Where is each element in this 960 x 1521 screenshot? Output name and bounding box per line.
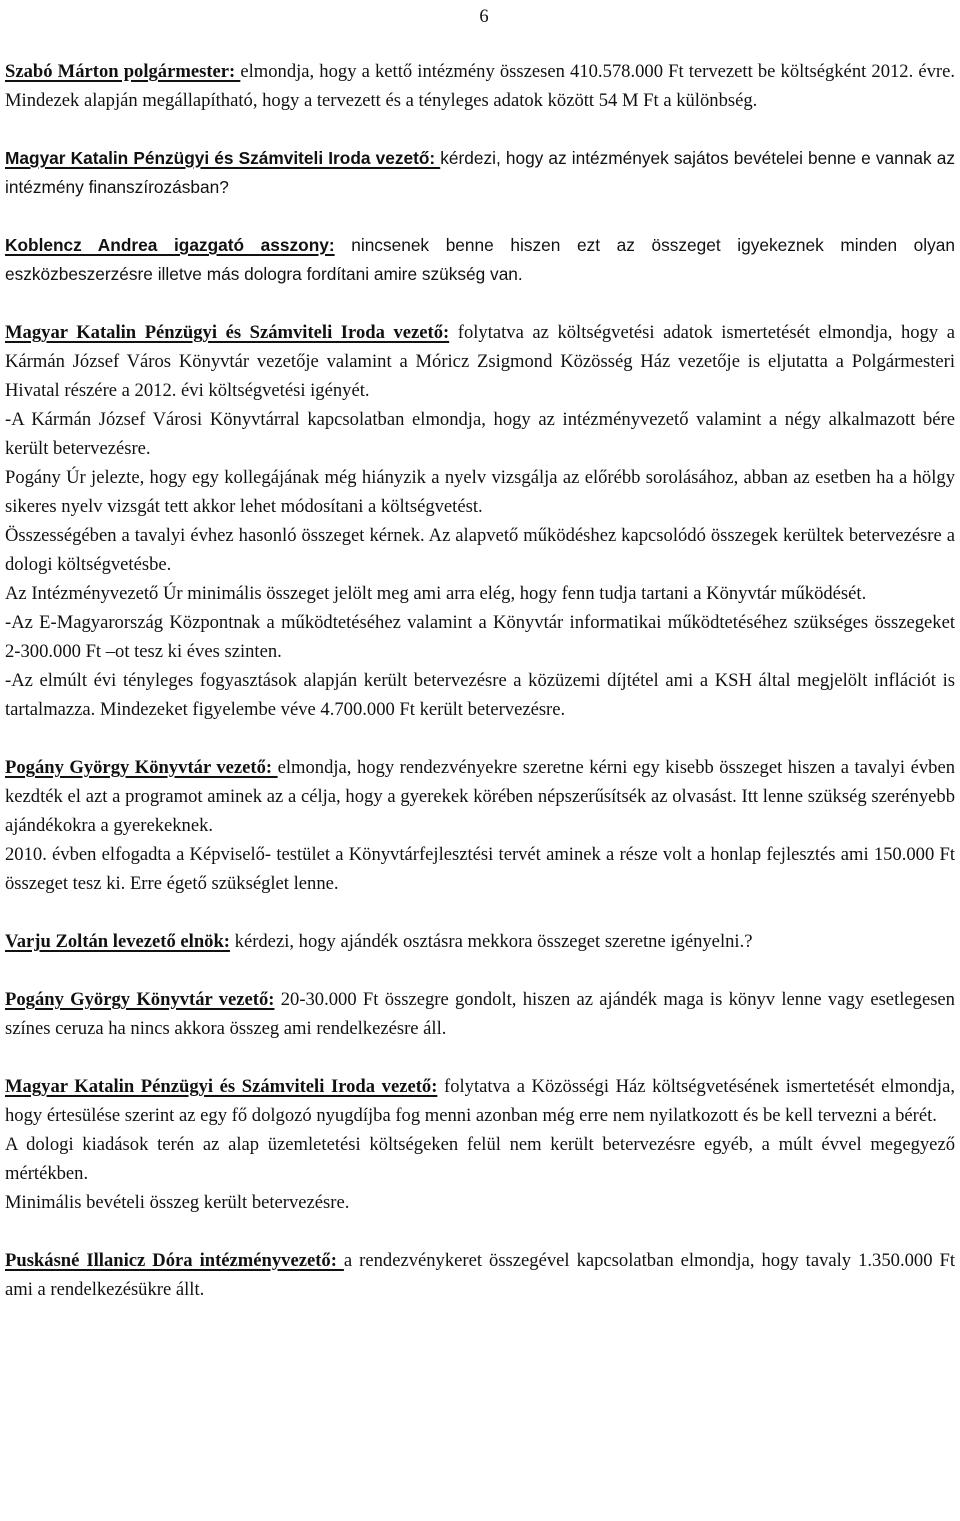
paragraph: -Az elmúlt évi tényleges fogyasztások alapján került betervezésre a közüzemi díjtétel ami a KSH által megjelölt inflációt is tartalmazza. Mindezeket figyelembe véve 4.700.000 Ft került betervezésre. [5, 670, 955, 720]
minutes-entry [5, 927, 955, 956]
minutes-entry [5, 753, 955, 898]
minutes-entry [5, 985, 955, 1043]
paragraph [5, 1072, 955, 1130]
speaker-label: Pogány György Könyvtár vezető: [5, 989, 275, 1010]
minutes-entry [5, 1246, 955, 1304]
statement-text: kérdezi, hogy ajándék osztásra mekkora összeget szeretne igényelni.? [230, 931, 753, 952]
minutes-entry [5, 318, 955, 724]
speaker-label: Magyar Katalin Pénzügyi és Számviteli Iroda vezető: [5, 322, 450, 343]
paragraph: Pogány Úr jelezte, hogy egy kollegájának még hiányzik a nyelv vizsgálja az előrébb sorolásához, abban az esetben ha a hölgy sikeres nyelv vizsgát tett akkor lehet módosítani a költségvetést. [5, 467, 955, 517]
paragraph: Az Intézményvezető Úr minimális összeget jelölt meg ami arra elég, hogy fenn tudja tartani a Könyvtár működését. [5, 583, 867, 604]
paragraph: Minimális bevételi összeg került betervezésre. [5, 1192, 350, 1213]
minutes-entry [5, 231, 955, 289]
page-number: 6 [479, 6, 489, 27]
statement-text: folytatva az költségvetési adatok ismertetését elmondja, hogy a Kármán József Város Könyvtár vezetője valamint a Móricz Zsigmond Közösség Ház vezetője is eljutatta a Polgármesteri Hivatal részére a 2012. évi költségvetési igényét. [5, 322, 955, 401]
statement-text: a rendezvénykeret összegével kapcsolatban elmondja, hogy tavaly 1.350.000 Ft ami a rendelkezésükre állt. [5, 1250, 956, 1300]
paragraph [5, 985, 955, 1043]
statement-text: 20-30.000 Ft összegre gondolt, hiszen az ajándék maga is könyv lenne vagy esetlegesen színes ceruza ha nincs akkora összeg ami rendelkezésre áll. [5, 989, 955, 1039]
minutes-entry [5, 57, 955, 115]
paragraph: A dologi kiadások terén az alap üzemletetési költségeken felül nem került betervezésre egyéb, a múlt évvel megegyező mértékben. [5, 1134, 955, 1184]
paragraph [5, 753, 955, 840]
paragraph [5, 144, 955, 202]
speaker-label: Varju Zoltán levezető elnök: [5, 931, 230, 952]
speaker-label: Koblencz Andrea igazgató asszony: [5, 235, 335, 255]
paragraph [5, 231, 955, 289]
paragraph: Összességében a tavalyi évhez hasonló összeget kérnek. Az alapvető működéshez kapcsolódó összegek kerültek betervezésre a dologi költségvetésbe. [5, 525, 955, 575]
paragraph [5, 57, 955, 115]
speaker-label: Puskásné Illanicz Dóra intézményvezető: [5, 1250, 344, 1271]
document-page [5, 0, 955, 1521]
statement-text: elmondja, hogy rendezvényekre szeretne kérni egy kisebb összeget hiszen a tavalyi évben kezdték el azt a programot aminek az a célja, hogy a gyerekek körében népszerűsítsék az olvasást. Itt lenne szükség szerényebb ajándékokra a gyerekeknek. [5, 757, 955, 836]
minutes-entry [5, 1072, 955, 1217]
statement-text: folytatva a Közösségi Ház költségvetésének ismertetését elmondja, hogy értesülése szerint az egy fő dolgozó nyugdíjba fog menni azonban még erre nem nyilatkozott és be kell tervezni a bérét. [5, 1076, 955, 1126]
paragraph: -A Kármán József Városi Könyvtárral kapcsolatban elmondja, hogy az intézményvezető valamint a négy alkalmazott bére került betervezésre. [5, 409, 955, 459]
paragraph [5, 318, 955, 405]
paragraph [5, 1246, 955, 1304]
speaker-label: Pogány György Könyvtár vezető: [5, 757, 278, 778]
paragraph: -Az E-Magyarország Központnak a működtetéséhez valamint a Könyvtár informatikai működtetéséhez szükséges összegeket 2-300.000 Ft –ot tesz ki éves szinten. [5, 612, 955, 662]
speaker-label: Magyar Katalin Pénzügyi és Számviteli Iroda vezető: [5, 148, 441, 168]
paragraph [5, 927, 955, 956]
paragraph: 2010. évben elfogadta a Képviselő- testület a Könyvtárfejlesztési tervét aminek a része volt a honlap fejlesztés ami 150.000 Ft összeget tesz ki. Erre égető szükséglet lenne. [5, 844, 955, 894]
speaker-label: Magyar Katalin Pénzügyi és Számviteli Iroda vezető: [5, 1076, 438, 1097]
minutes-entry [5, 144, 955, 202]
speaker-label: Szabó Márton polgármester: [5, 61, 241, 82]
statement-text: elmondja, hogy a kettő intézmény összesen 410.578.000 Ft tervezett be költségként 2012. évre. Mindezek alapján megállapítható, hogy a tervezett és a tényleges adatok között 54 M Ft a különbség. [5, 61, 955, 111]
statement-text: nincsenek benne hiszen ezt az összeget igyekeznek minden olyan eszközbeszerzésre illetve más dologra fordítani amire szükség van. [5, 235, 955, 284]
statement-text: kérdezi, hogy az intézmények sajátos bevételei benne e vannak az intézmény finanszírozásban? [5, 148, 955, 197]
